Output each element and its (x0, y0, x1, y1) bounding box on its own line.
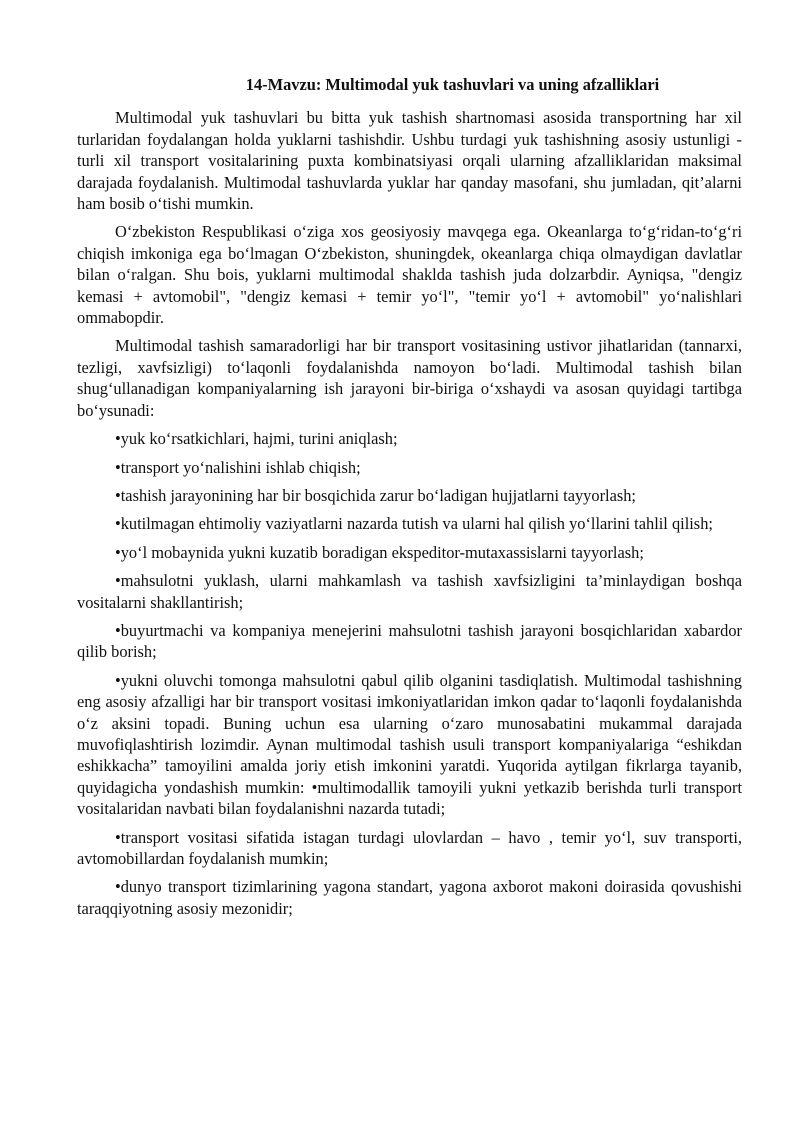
paragraph-uzbekistan: O‘zbekiston Respublikasi o‘ziga xos geosiyosiy mavqega ega. Okeanlarga to‘g‘ridan-to‘g‘ri chiqish imkoniga ega bo‘lmagan O‘zbekiston, shuningdek, okeanlarga chiqa olmaydigan davlatlar bilan o‘ralgan. Shu bois, yuklarni multimodal shaklda tashish juda dolzarbdir. Ayniqsa, "dengiz kemasi + avtomobil", "dengiz kemasi + temir yo‘l", "temir yo‘l + avtomobil" yo‘nalishlari ommabopdir. (77, 222, 742, 328)
paragraph-intro: Multimodal yuk tashuvlari bu bitta yuk tashish shartnomasi asosida transportning har xil turlaridan foydalangan holda yuklarni tashishdir. Ushbu turdagi yuk tashishning asosiy ustunligi - turli xil transport vositalarining puxta kombinatsiyasi orqali ularning afzalliklaridan maksimal darajada foydalanish. Multimodal tashuvlarda yuklar har qanday masofani, shu jumladan, qit’alarni ham bosib o‘tishi mumkin. (77, 108, 742, 214)
bullet-item: •dunyo transport tizimlarining yagona standart, yagona axborot makoni doirasida qovushishi taraqqiyotning asosiy mezonidir; (77, 877, 742, 918)
bullet-item: •tashish jarayonining har bir bosqichida zarur bo‘ladigan hujjatlarni tayyorlash; (115, 485, 636, 505)
bullet-item: •transport yo‘nalishini ishlab chiqish; (115, 457, 361, 477)
bullet-item: •yuk ko‘rsatkichlari, hajmi, turini aniqlash; (115, 429, 398, 449)
document-title: 14-Mavzu: Multimodal yuk tashuvlari va uning afzalliklari (245, 75, 660, 94)
bullet-item: •buyurtmachi va kompaniya menejerini mahsulotni tashish jarayoni bosqichlaridan xabardor qilib borish; (77, 620, 742, 662)
bullet-item: •mahsulotni yuklash, ularni mahkamlash va tashish xavfsizligini ta’minlaydigan boshqa vositalarni shakllantirish; (77, 571, 742, 612)
paragraph-efficiency: Multimodal tashish samaradorligi har bir transport vositasining ustivor jihatlaridan (tannarxi, tezligi, xavfsizligi) to‘laqonli foydalanishda namoyon bo‘ladi. Multimodal tashish bilan shug‘ullanadigan kompaniyalarning ish jarayoni bir-biriga o‘xshaydi va asosan quyidagi tartibga bo‘ysunadi: (77, 336, 742, 420)
bullet-item: •yo‘l mobaynida yukni kuzatib boradigan ekspeditor-mutaxassislarni tayyorlash; (115, 542, 644, 562)
bullet-item: •yukni oluvchi tomonga mahsulotni qabul qilib olganini tasdiqlatish. Multimodal tashishning eng asosiy afzalligi har bir transport vositasi imkoniyatlaridan imkon qadar to‘laqonli foydalanishda o‘z aksini topadi. Buning uchun esa ularning o‘zaro munosabatini mukammal darajada muvofiqlashtirish lozimdir. Aynan multimodal tashish usuli transport kompaniyalariga “eshikdan eshikkacha” tamoyilini amalda joriy etish imkonini yaratdi. Yuqorida aytilgan fikrlarga tayanib, quyidagicha yondashish mumkin: •multimodallik tamoyili yukni yetkazib berishda turli transport vositalaridan navbati bilan foydalanishni nazarda tutadi; (77, 670, 742, 819)
bullet-item: •transport vositasi sifatida istagan turdagi ulovlardan – havo , temir yo‘l, suv transporti, avtomobillardan foydalanish mumkin; (77, 827, 742, 868)
bullet-item: •kutilmagan ehtimoliy vaziyatlarni nazarda tutish va ularni hal qilish yo‘llarini tahlil qilish; (115, 514, 713, 534)
document-page (77, 74, 742, 926)
